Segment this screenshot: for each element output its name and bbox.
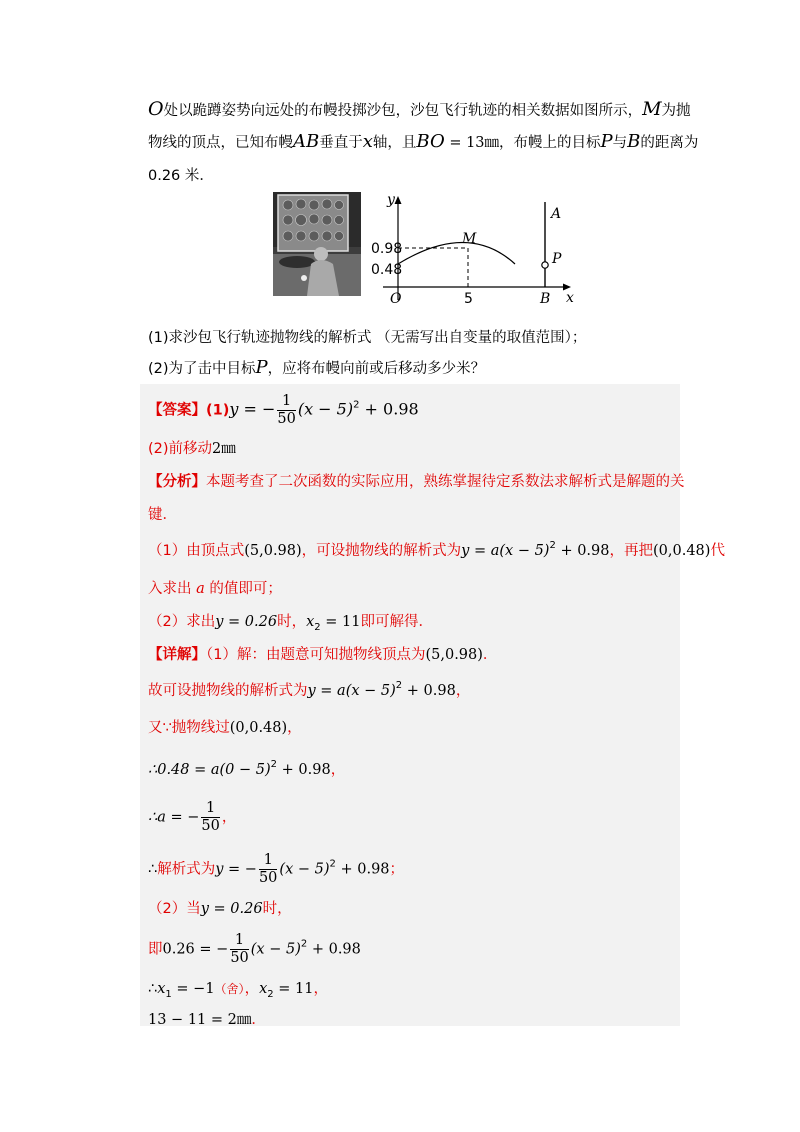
problem-line-1: O处以跪蹲姿势向远处的布幔投掷沙包，沙包飞行轨迹的相关数据如图所示，M为抛	[148, 98, 691, 120]
target-point-p	[542, 262, 548, 268]
problem-line-3: 0.26 米．	[148, 168, 214, 184]
label-y: y	[387, 192, 395, 208]
label-m: M	[462, 231, 477, 247]
label-x: x	[566, 290, 574, 306]
detail-2: 故可设抛物线的解析式为$y = a(x - 5)^2 + 0.98$，	[148, 680, 471, 699]
detail-8: 即0.26 = − $\frac{1}{50}$ $(x - 5)^2 + 0.98$	[148, 932, 361, 966]
analysis-line-1: 【分析】本题考查了二次函数的实际应用，熟练掌握待定系数法求解析式是解题的关	[148, 474, 685, 490]
parabola-diagram	[365, 190, 585, 308]
detail-6: ∴解析式为y = − $\frac{1}{50}$ $(x - 5)^2 + 0.98$；	[148, 852, 405, 886]
tick-098: 0.98	[371, 241, 403, 257]
question-1: (1)求沙包飞行轨迹抛物线的解析式 （无需写出自变量的取值范围）；	[148, 330, 587, 346]
problem-line-2: 物线的顶点，已知布幔AB垂直于x轴，且BO = 13㎜，布幔上的目标P与B的距离为	[148, 131, 699, 152]
step-1b: 入求出 a 的值即可；	[148, 581, 282, 597]
detail-7: （2）当y = 0.26时，	[148, 901, 292, 917]
tick-048: 0.48	[371, 262, 403, 278]
photo-illustration	[273, 192, 361, 296]
label-b: B	[540, 291, 551, 307]
detail-1: 【详解】（1）解：由题意可知抛物线顶点为(5,0.98)．	[148, 647, 498, 663]
tick-5: 5	[464, 291, 473, 307]
analysis-line-2: 键．	[148, 507, 177, 523]
fraction: $\frac{1}{50}$	[258, 852, 278, 886]
answer-line-2: (2)前移动2㎜	[148, 441, 236, 457]
step-2: （2）求出y = 0.26时，$x_2 = 11$即可解得．	[148, 614, 433, 633]
detail-3: 又∵抛物线过(0,0.48)，	[148, 720, 302, 736]
fraction: $\frac{1}{50}$	[230, 932, 249, 966]
label-p: P	[552, 251, 562, 267]
fraction: $\frac{1}{50}$	[277, 393, 296, 427]
detail-9: $\therefore x_1 = -1$（舍），$x_2 = 11$，	[148, 981, 328, 1000]
label-origin: O	[390, 291, 402, 307]
question-2: (2)为了击中目标P，应将布幔向前或后移动多少米？	[148, 357, 486, 378]
fraction: $\frac{1}{50}$	[201, 800, 220, 834]
y-axis-arrow	[395, 196, 402, 204]
detail-5: ∴a = − $\frac{1}{50}$ ，	[148, 800, 237, 834]
answer-line-1: 【答案】(1)y = − $\frac{1}{50}$ $(x - 5)^2 + 0.98$	[148, 393, 419, 427]
step-1: （1）由顶点式(5,0.98)，可设抛物线的解析式为$y = a(x - 5)^2 + 0.98$，再把(0,0.48)代	[148, 540, 725, 559]
detail-4: ∴0.48 = $a(0 - 5)^2 + 0.98$，	[148, 759, 346, 778]
photo-thrower	[273, 192, 361, 296]
parabola-curve	[398, 243, 515, 265]
label-a: A	[551, 206, 562, 222]
detail-10: 13 − 11 = 2㎜．	[148, 1012, 266, 1028]
